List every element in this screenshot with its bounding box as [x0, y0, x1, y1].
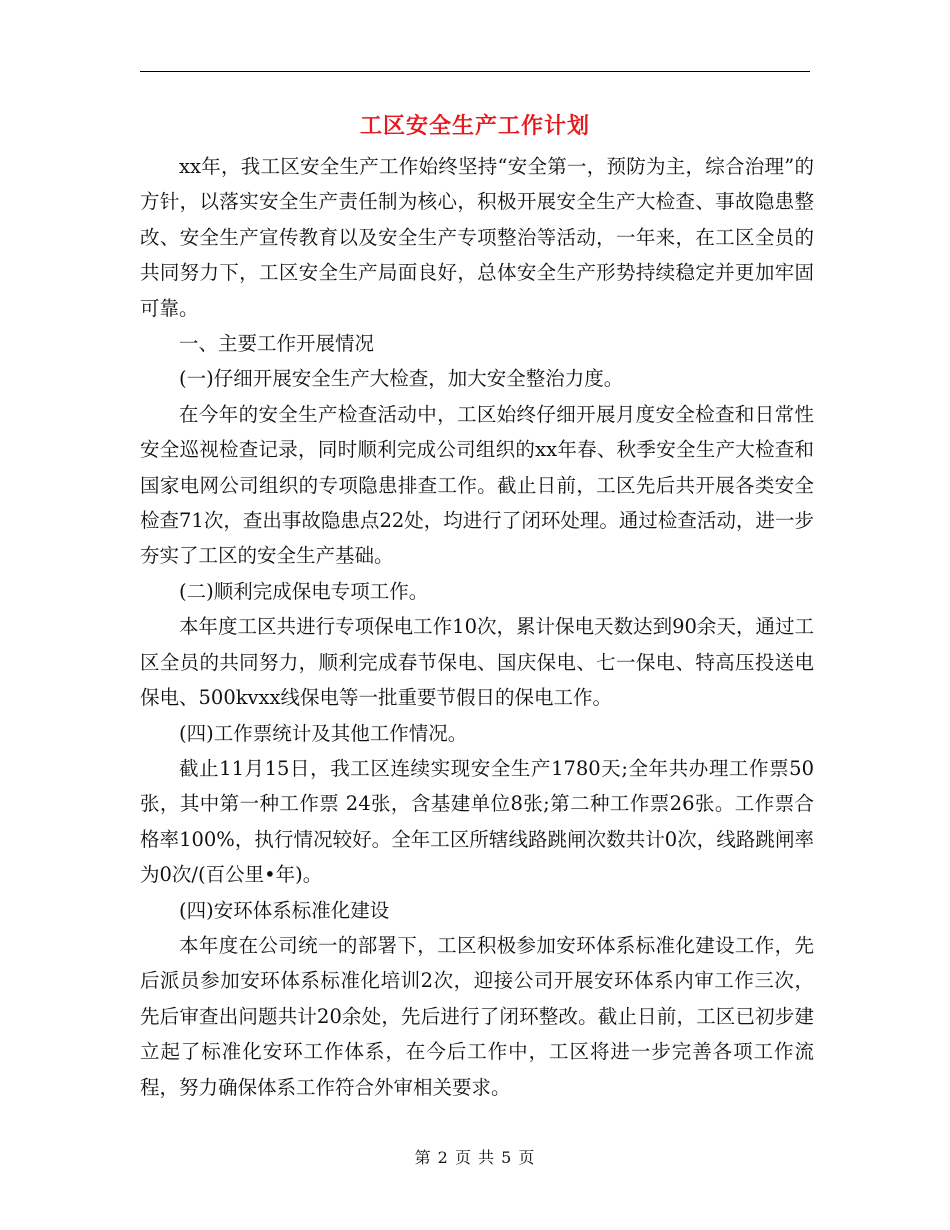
subsection-heading: (四)工作票统计及其他工作情况。 — [179, 721, 468, 745]
document-body — [140, 149, 814, 1105]
section-heading: 一、主要工作开展情况 — [179, 332, 375, 356]
document-title: 工区安全生产工作计划 — [359, 113, 590, 139]
body-paragraph: 本年度在公司统一的部署下，工区积极参加安环体系标准化建设工作，先后派员参加安环体系标准化培训2次，迎接公司开展安环体系内审工作三次，先后审查出问题共计20余处，先后进行了闭环整改。截止日前，工区已初步建立起了标准化安环工作体系，在今后工作中，工区将进一步完善各项工作流程，努力确保体系工作符合外审相关要求。 — [140, 933, 814, 1099]
intro-paragraph: xx年，我工区安全生产工作始终坚持“安全第一，预防为主，综合治理”的方针，以落实安全生产责任制为核心，积极开展安全生产大检查、事故隐患整改、安全生产宣传教育以及安全生产专项整治等活动，一年来，在工区全员的共同努力下，工区安全生产局面良好，总体安全生产形势持续稳定并更加牢固可靠。 — [140, 155, 814, 320]
page-number: 第 2 页 共 5 页 — [414, 1148, 536, 1167]
body-paragraph: 在今年的安全生产检查活动中，工区始终仔细开展月度安全检查和日常性安全巡视检查记录，同时顺利完成公司组织的xx年春、秋季安全生产大检查和国家电网公司组织的专项隐患排查工作。截止日前，工区先后共开展各类安全检查71次，查出事故隐患点22处，均进行了闭环处理。通过检查活动，进一步夯实了工区的安全生产基础。 — [140, 402, 814, 568]
subsection-heading: (二)顺利完成保电专项工作。 — [179, 579, 429, 603]
body-paragraph: 本年度工区共进行专项保电工作10次，累计保电天数达到90余天，通过工区全员的共同努力，顺利完成春节保电、国庆保电、七一保电、特高压投送电保电、500kvxx线保电等一批重要节假日的保电工作。 — [140, 615, 814, 710]
body-paragraph: 截止11月15日，我工区连续实现安全生产1780天;全年共办理工作票50张，其中第一种工作票 24张，含基建单位8张;第二种工作票26张。工作票合格率100%，执行情况较好。全年工区所辖线路跳闸次数共计0次，线路跳闸率为0次/(百公里•年)。 — [140, 756, 814, 887]
subsection-heading: (一)仔细开展安全生产大检查，加大安全整治力度。 — [179, 367, 624, 391]
header-rule — [140, 71, 810, 72]
subsection-heading: (四)安环体系标准化建设 — [179, 898, 390, 922]
